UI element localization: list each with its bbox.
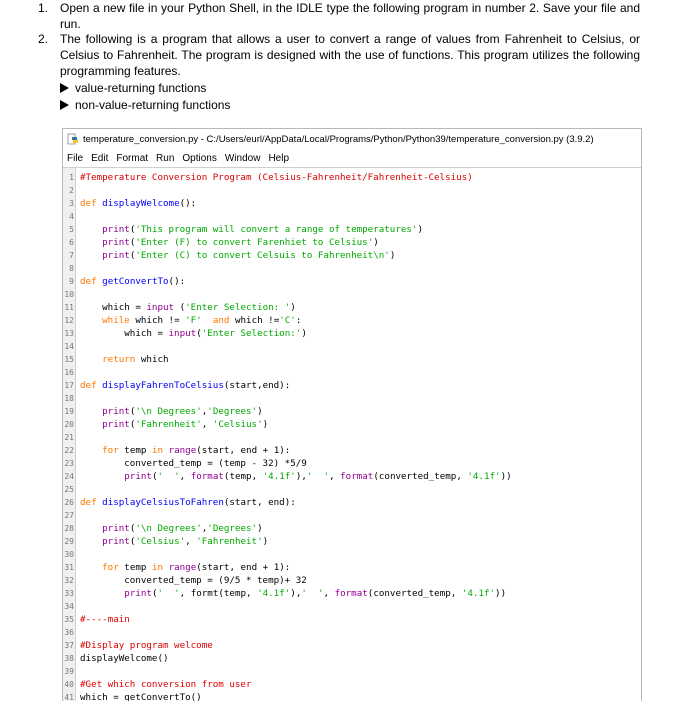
line-number: 12 bbox=[64, 316, 74, 325]
code-text: #Display program welcome bbox=[80, 640, 213, 651]
code-text: def getConvertTo(): bbox=[80, 276, 186, 287]
instruction-text: Open a new file in your Python Shell, in the IDLE type the following program in number 2. Save your file and run. bbox=[60, 1, 640, 31]
code-text: #Temperature Conversion Program (Celsius-Fahrenheit/Fahrenheit-Celsius) bbox=[80, 172, 473, 183]
line-number: 19 bbox=[64, 407, 74, 416]
line-number: 5 bbox=[69, 225, 74, 234]
line-number: 24 bbox=[64, 472, 74, 481]
line-number: 11 bbox=[64, 303, 74, 312]
python-file-icon bbox=[67, 133, 79, 145]
code-text: for temp in range(start, end + 1): bbox=[102, 445, 291, 456]
line-number: 16 bbox=[64, 368, 74, 377]
line-number: 30 bbox=[64, 550, 74, 559]
code-text: print('Celsius', 'Fahrenheit') bbox=[102, 536, 269, 547]
menu-options[interactable]: Options bbox=[182, 152, 217, 164]
line-number: 20 bbox=[64, 420, 74, 429]
bullet-text: non-value-returning functions bbox=[75, 98, 231, 112]
line-number: 13 bbox=[64, 329, 74, 338]
arrow-bullet-icon bbox=[60, 83, 69, 93]
line-number: 17 bbox=[64, 381, 74, 390]
line-number: 2 bbox=[69, 186, 74, 195]
code-text: print('\n Degrees','Degrees') bbox=[102, 523, 263, 534]
code-text: def displayCelsiusToFahren(start, end): bbox=[80, 497, 296, 508]
menu-help[interactable]: Help bbox=[268, 152, 290, 164]
code-text: print('\n Degrees','Degrees') bbox=[102, 406, 263, 417]
line-number: 41 bbox=[64, 693, 74, 701]
menu-edit[interactable]: Edit bbox=[91, 152, 109, 164]
line-number: 33 bbox=[64, 589, 74, 598]
menu-bar bbox=[63, 149, 641, 167]
line-number: 39 bbox=[64, 667, 74, 676]
line-number: 40 bbox=[64, 680, 74, 689]
menu-window[interactable]: Window bbox=[224, 152, 261, 164]
line-number: 38 bbox=[64, 654, 74, 663]
menu-file[interactable]: File bbox=[67, 152, 84, 164]
code-text: #Get which conversion from user bbox=[80, 679, 252, 690]
code-text: which = input('Enter Selection:') bbox=[80, 328, 307, 339]
code-text: print('Enter (C) to convert Celsuis to Fahrenheit\n') bbox=[102, 250, 396, 261]
code-text: print(' ', formt(temp, '4.1f'),' ', format(converted_temp, '4.1f')) bbox=[124, 588, 507, 599]
line-number: 29 bbox=[64, 537, 74, 546]
line-number: 22 bbox=[64, 446, 74, 455]
line-number: 3 bbox=[69, 199, 74, 208]
line-number: 27 bbox=[64, 511, 74, 520]
line-number: 36 bbox=[64, 628, 74, 637]
code-text: return which bbox=[102, 354, 169, 365]
line-number: 14 bbox=[64, 342, 74, 351]
code-text: while which != 'F' and which !='C': bbox=[102, 315, 302, 326]
arrow-bullet-icon bbox=[60, 100, 69, 110]
code-text: which = input ('Enter Selection: ') bbox=[80, 302, 296, 313]
line-number: 1 bbox=[69, 173, 74, 182]
code-text: def displayWelcome(): bbox=[80, 198, 197, 209]
line-number: 8 bbox=[69, 264, 74, 273]
line-number: 9 bbox=[69, 277, 74, 286]
code-text: print('This program will convert a range of temperatures') bbox=[102, 224, 424, 235]
line-number: 18 bbox=[64, 394, 74, 403]
menu-run[interactable]: Run bbox=[156, 152, 175, 164]
line-number: 28 bbox=[64, 524, 74, 533]
line-number: 26 bbox=[64, 498, 74, 507]
line-number: 37 bbox=[64, 641, 74, 650]
line-number: 4 bbox=[69, 212, 74, 221]
line-number: 7 bbox=[69, 251, 74, 260]
code-text: which = getConvertTo() bbox=[80, 692, 202, 701]
instruction-number: 1. bbox=[38, 1, 49, 15]
line-number: 23 bbox=[64, 459, 74, 468]
code-text: converted_temp = (temp - 32) *5/9 bbox=[80, 458, 307, 469]
line-number: 34 bbox=[64, 602, 74, 611]
bullet-text: value-returning functions bbox=[75, 81, 207, 95]
code-text: displayWelcome() bbox=[80, 653, 169, 664]
line-number: 35 bbox=[64, 615, 74, 624]
code-editor[interactable] bbox=[63, 167, 641, 701]
code-text: print(' ', format(temp, '4.1f'),' ', format(converted_temp, '4.1f')) bbox=[124, 471, 512, 482]
line-number: 10 bbox=[64, 290, 74, 299]
line-number: 15 bbox=[64, 355, 74, 364]
line-number: 32 bbox=[64, 576, 74, 585]
bullet-item bbox=[60, 80, 206, 96]
line-number: 31 bbox=[64, 563, 74, 572]
bullet-item bbox=[60, 97, 230, 113]
code-text: print('Fahrenheit', 'Celsius') bbox=[102, 419, 269, 430]
window-titlebar bbox=[63, 129, 641, 149]
code-text: #----main bbox=[80, 614, 130, 625]
instruction-number: 2. bbox=[38, 32, 49, 46]
menu-format[interactable]: Format bbox=[116, 152, 149, 164]
line-number: 21 bbox=[64, 433, 74, 442]
code-text: for temp in range(start, end + 1): bbox=[102, 562, 291, 573]
code-text: print('Enter (F) to convert Farenhiet to Celsius') bbox=[102, 237, 379, 248]
line-number: 25 bbox=[64, 485, 74, 494]
idle-editor-window bbox=[62, 128, 642, 701]
line-number: 6 bbox=[69, 238, 74, 247]
window-title: temperature_conversion.py - C:/Users/eurl/AppData/Local/Programs/Python/Python39/temperature_conversion.py (3.9.2) bbox=[83, 133, 594, 145]
code-text: def displayFahrenToCelsius(start,end): bbox=[80, 380, 291, 391]
instruction-text: The following is a program that allows a user to convert a range of values from Fahrenheit to Celsius, or Celsius to Fahrenheit. The program is designed with the use of functions. This program utilizes the following programming features. bbox=[60, 32, 640, 78]
code-text: converted_temp = (9/5 * temp)+ 32 bbox=[80, 575, 307, 586]
